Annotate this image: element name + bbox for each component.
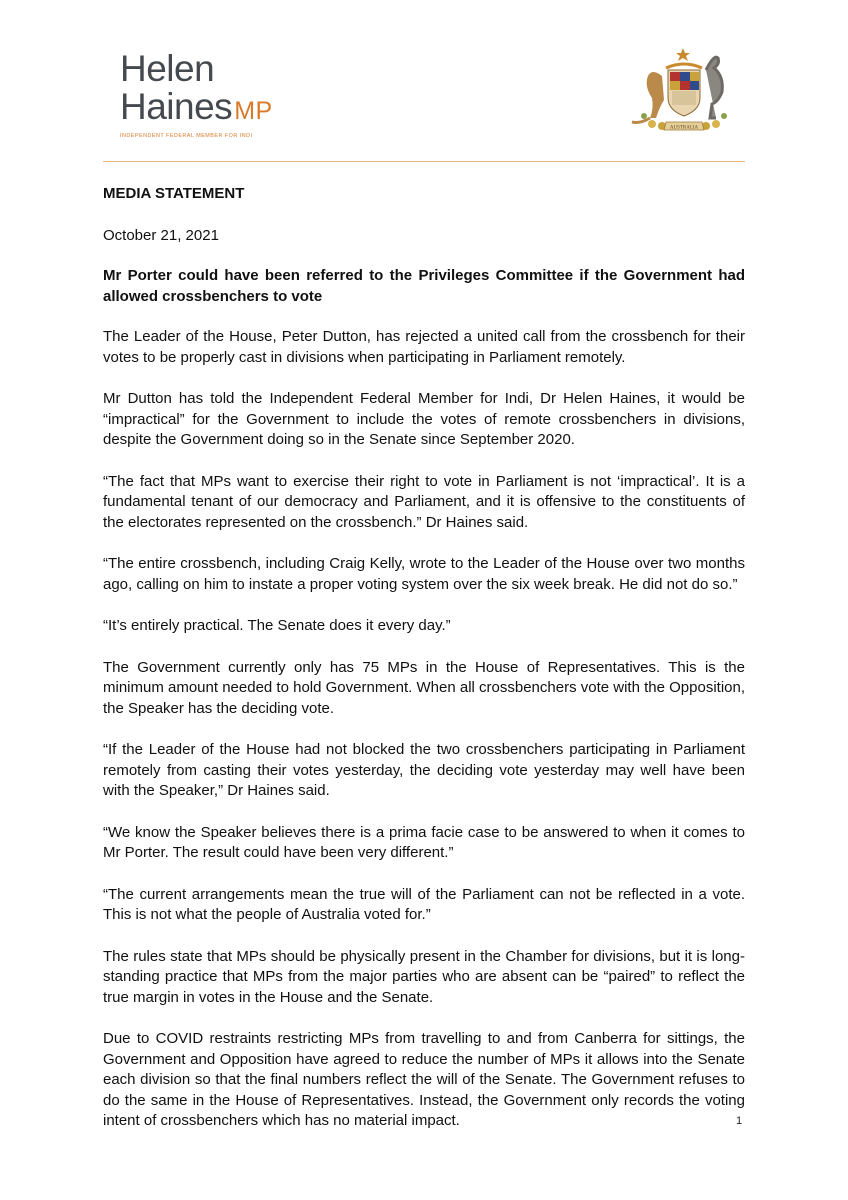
- statement-title: Mr Porter could have been referred to the Privileges Committee if the Government had allowed crossbenchers to vote: [103, 267, 745, 305]
- body-paragraph: Mr Dutton has told the Independent Federal Member for Indi, Dr Helen Haines, it would be “impractical” for the Government to include the votes of remote crossbenchers in divisions, despite the Government doing so in the Senate since September 2020.: [103, 390, 745, 448]
- body-paragraph: “The current arrangements mean the true will of the Parliament can not be reflected in a vote. This is not what the people of Australia voted for.”: [103, 885, 745, 923]
- body-paragraph: The Leader of the House, Peter Dutton, has rejected a united call from the crossbench for their votes to be properly cast in divisions when participating in Parliament remotely.: [103, 328, 745, 366]
- body-paragraph: The rules state that MPs should be physically present in the Chamber for divisions, but it is long-standing practice that MPs from the major parties who are absent can be “paired” to reflect the true margin in votes in the House and the Senate.: [103, 947, 745, 1006]
- logo-tagline: INDEPENDENT FEDERAL MEMBER FOR INDI: [120, 133, 253, 139]
- logo-name-last: Haines: [120, 86, 233, 127]
- coat-of-arms-icon: [622, 46, 746, 134]
- header-divider: [103, 161, 745, 162]
- body-paragraph: Due to COVID restraints restricting MPs from travelling to and from Canberra for sittings, the Government and Opposition have agreed to reduce the number of MPs it allows into the Senate each division so that the final numbers reflect the will of the Senate. The Government refuses to do the same in the House of Representatives. Instead, the Government only records the voting intent of crossbenchers which has no material impact.: [103, 1030, 745, 1129]
- logo-mp-suffix: MP: [234, 97, 273, 125]
- page-number: 1: [736, 1115, 743, 1127]
- crest-ribbon-text: AUSTRALIA: [669, 125, 699, 131]
- body-paragraph: “It’s entirely practical. The Senate does it every day.”: [103, 617, 451, 634]
- body-paragraph: “The entire crossbench, including Craig Kelly, wrote to the Leader of the House over two months ago, calling on him to instate a proper voting system over the six week break. He did not do so.”: [103, 555, 745, 593]
- body-paragraph: “The fact that MPs want to exercise their right to vote in Parliament is not ‘impractical’. It is a fundamental tenant of our democracy and Parliament, and it is offensive to the constituents of the electorates represented on the crossbench.” Dr Haines said.: [103, 472, 745, 531]
- media-statement-body: [103, 184, 745, 1153]
- body-paragraph: The Government currently only has 75 MPs in the House of Representatives. This is the minimum amount needed to hold Government. When all crossbenchers vote with the Opposition, the Speaker has the deciding vote.: [103, 658, 745, 717]
- body-paragraph: “If the Leader of the House had not blocked the two crossbenchers participating in Parliament remotely from casting their votes yesterday, the deciding vote yesterday may well have been with the Speaker,” Dr Haines said.: [103, 741, 745, 799]
- statement-label: MEDIA STATEMENT: [103, 185, 245, 202]
- helen-haines-logo: [120, 50, 320, 140]
- statement-date: October 21, 2021: [103, 226, 219, 244]
- logo-name-first: Helen: [120, 48, 215, 89]
- body-paragraph: “We know the Speaker believes there is a prima facie case to be answered to when it comes to Mr Porter. The result could have been very different.”: [103, 823, 745, 861]
